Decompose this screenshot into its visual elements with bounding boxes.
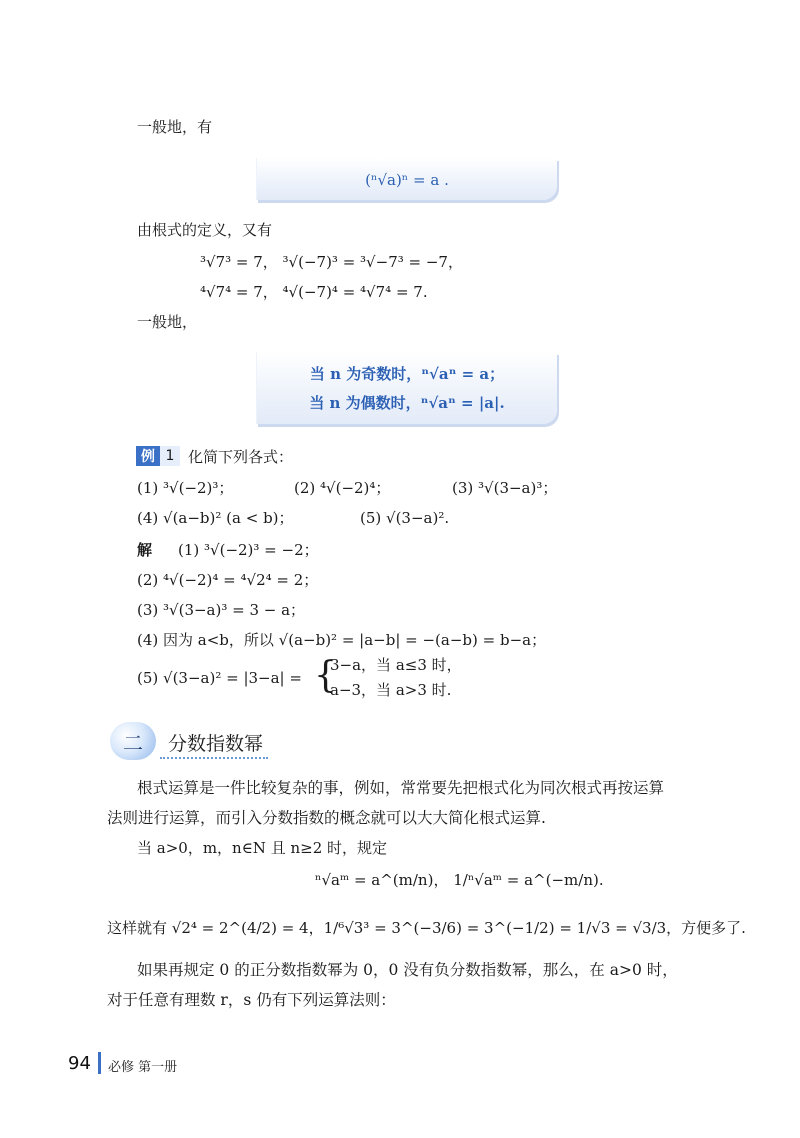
section-title: 分数指数幂	[168, 733, 264, 755]
book-title: 必修 第一册	[108, 1060, 178, 1075]
solution-2: (2) ⁴√(−2)⁴ = ⁴√2⁴ = 2；	[137, 571, 319, 589]
general-line: 一般地，	[137, 313, 198, 331]
section-underline	[160, 757, 268, 759]
section-number-badge	[110, 722, 156, 760]
formula-box-1	[256, 158, 557, 200]
problem-5: (5) √(3−a)².	[360, 509, 450, 527]
rule-odd-n: 当 n 为奇数时，ⁿ√aⁿ = a；	[309, 365, 505, 383]
definition-line: 由根式的定义，又有	[137, 221, 273, 239]
definition-equation: ⁿ√aᵐ = a^(m/n)， 1/ⁿ√aᵐ = a^(−m/n).	[315, 871, 604, 889]
equation-cube-roots: ³√7³ = 7， ³√(−7)³ = ³√−7³ = −7，	[200, 253, 463, 271]
solution-label: 解	[137, 541, 153, 559]
solution-5-left: (5) √(3−a)² = |3−a| =	[137, 669, 302, 687]
formula-box-2	[256, 352, 557, 424]
paragraph-1-line-2: 法则进行运算，而引入分数指数的概念就可以大大简化根式运算.	[107, 809, 546, 827]
solution-5-case-2: a−3，当 a>3 时.	[330, 681, 452, 699]
example-prompt: 化简下列各式：	[188, 448, 294, 466]
paragraph-4-line-2: 对于任意有理数 r，s 仍有下列运算法则：	[107, 991, 396, 1009]
problem-3: (3) ³√(3−a)³；	[452, 479, 558, 497]
example-number: 1	[160, 446, 180, 466]
solution-1: (1) ³√(−2)³ = −2；	[178, 541, 319, 559]
equation-fourth-roots: ⁴√7⁴ = 7， ⁴√(−7)⁴ = ⁴√7⁴ = 7.	[200, 283, 428, 301]
solution-5-case-1: 3−a，当 a≤3 时，	[330, 656, 462, 674]
example-tag	[136, 446, 180, 466]
paragraph-3: 这样就有 √2⁴ = 2^(4/2) = 4，1/⁶√3³ = 3^(−3/6) = 3^(−1/2) = 1/√3 = √3/3，方便多了.	[107, 919, 746, 937]
rule-even-n: 当 n 为偶数时，ⁿ√aⁿ = |a|.	[309, 394, 505, 412]
problem-1: (1) ³√(−2)³；	[137, 479, 234, 497]
intro-line: 一般地，有	[137, 118, 213, 136]
page-number: 94	[68, 1053, 91, 1074]
paragraph-4-line-1: 如果再规定 0 的正分数指数幂为 0，0 没有负分数指数幂，那么，在 a>0 时，	[137, 961, 678, 979]
solution-4: (4) 因为 a<b，所以 √(a−b)² = |a−b| = −(a−b) = b−a；	[137, 631, 547, 649]
paragraph-1-line-1: 根式运算是一件比较复杂的事，例如，常常要先把根式化为同次根式再按运算	[137, 779, 665, 797]
problem-2: (2) ⁴√(−2)⁴；	[294, 479, 391, 497]
example-label: 例	[136, 446, 160, 466]
problem-4: (4) √(a−b)² (a < b)；	[137, 509, 294, 527]
footer-accent-bar	[98, 1052, 101, 1074]
cases-brace: {	[314, 655, 337, 696]
formula-nth-root-power: (ⁿ√a)ⁿ = a .	[365, 171, 449, 189]
paragraph-2: 当 a>0，m，n∈N 且 n≥2 时，规定	[137, 839, 388, 857]
section-number: 二	[123, 730, 143, 755]
solution-3: (3) ³√(3−a)³ = 3 − a；	[137, 601, 306, 619]
